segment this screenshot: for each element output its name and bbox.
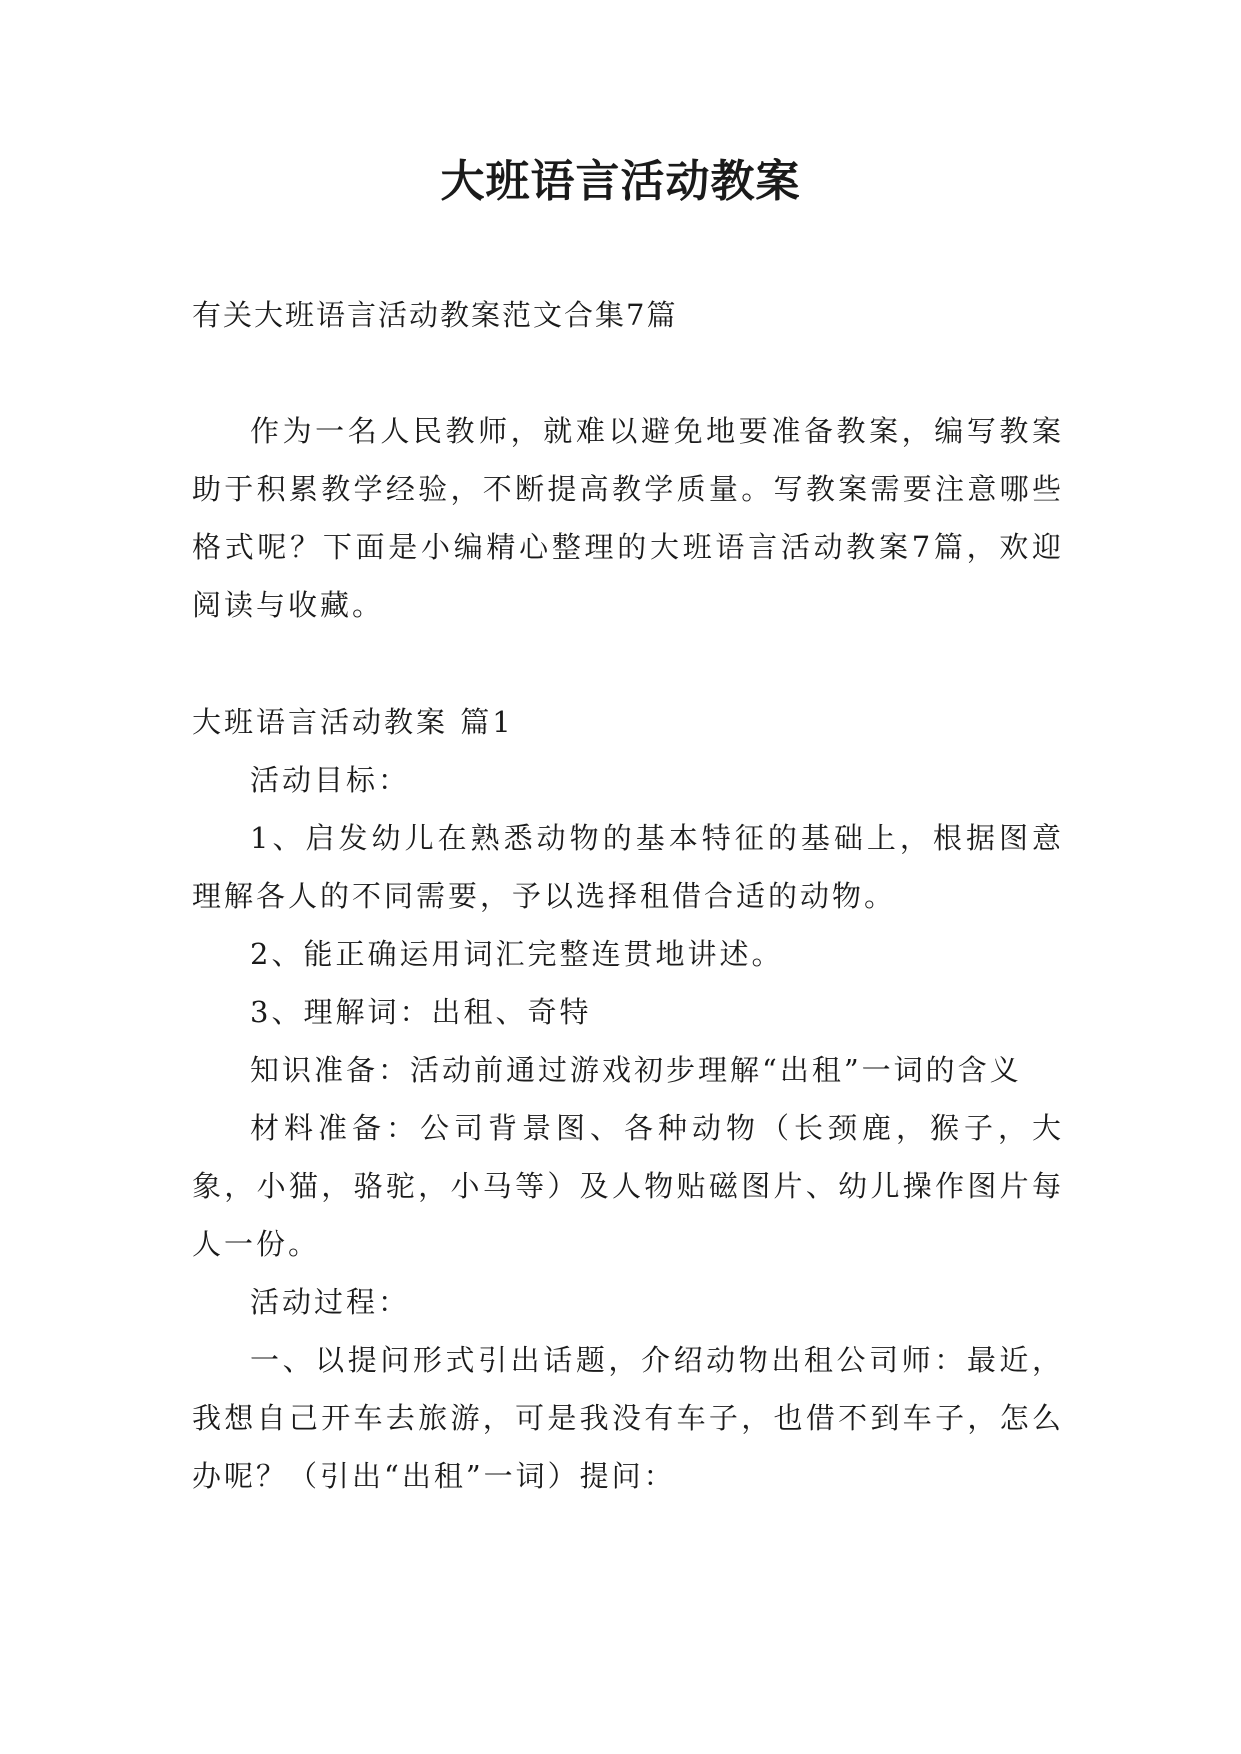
document-subtitle: 有关大班语言活动教案范文合集7篇 — [192, 298, 678, 332]
paragraph-goal-3: 3、理解词：出租、奇特 — [250, 995, 592, 1029]
paragraph-goal-1: 1、启发幼儿在熟悉动物的基本特征的基础上，根据图意理解各人的不同需要，予以选择租借合适的动物。 — [192, 821, 1064, 913]
lesson-section-1 — [192, 693, 1064, 1505]
document-title: 大班语言活动教案 — [440, 156, 801, 207]
paragraph-knowledge-prep: 知识准备：活动前通过游戏初步理解“出租”一词的含义 — [250, 1053, 1022, 1087]
intro-section — [192, 402, 1064, 634]
paragraph-activity-process: 活动过程： — [250, 1285, 411, 1319]
paragraph-activity-goals: 活动目标： — [250, 763, 411, 797]
section-heading: 大班语言活动教案 篇1 — [192, 705, 514, 739]
intro-paragraph: 作为一名人民教师，就难以避免地要准备教案，编写教案助于积累教学经验，不断提高教学质量。写教案需要注意哪些格式呢？下面是小编精心整理的大班语言活动教案7篇，欢迎阅读与收藏。 — [192, 414, 1064, 622]
paragraph-goal-2: 2、能正确运用词汇完整连贯地讲述。 — [250, 937, 784, 971]
paragraph-material-prep: 材料准备：公司背景图、各种动物（长颈鹿，猴子，大象，小猫，骆驼，小马等）及人物贴磁图片、幼儿操作图片每人一份。 — [192, 1111, 1064, 1261]
paragraph-step-1: 一、以提问形式引出话题，介绍动物出租公司师：最近，我想自己开车去旅游，可是我没有车子，也借不到车子，怎么办呢？（引出“出租”一词）提问： — [192, 1343, 1064, 1493]
